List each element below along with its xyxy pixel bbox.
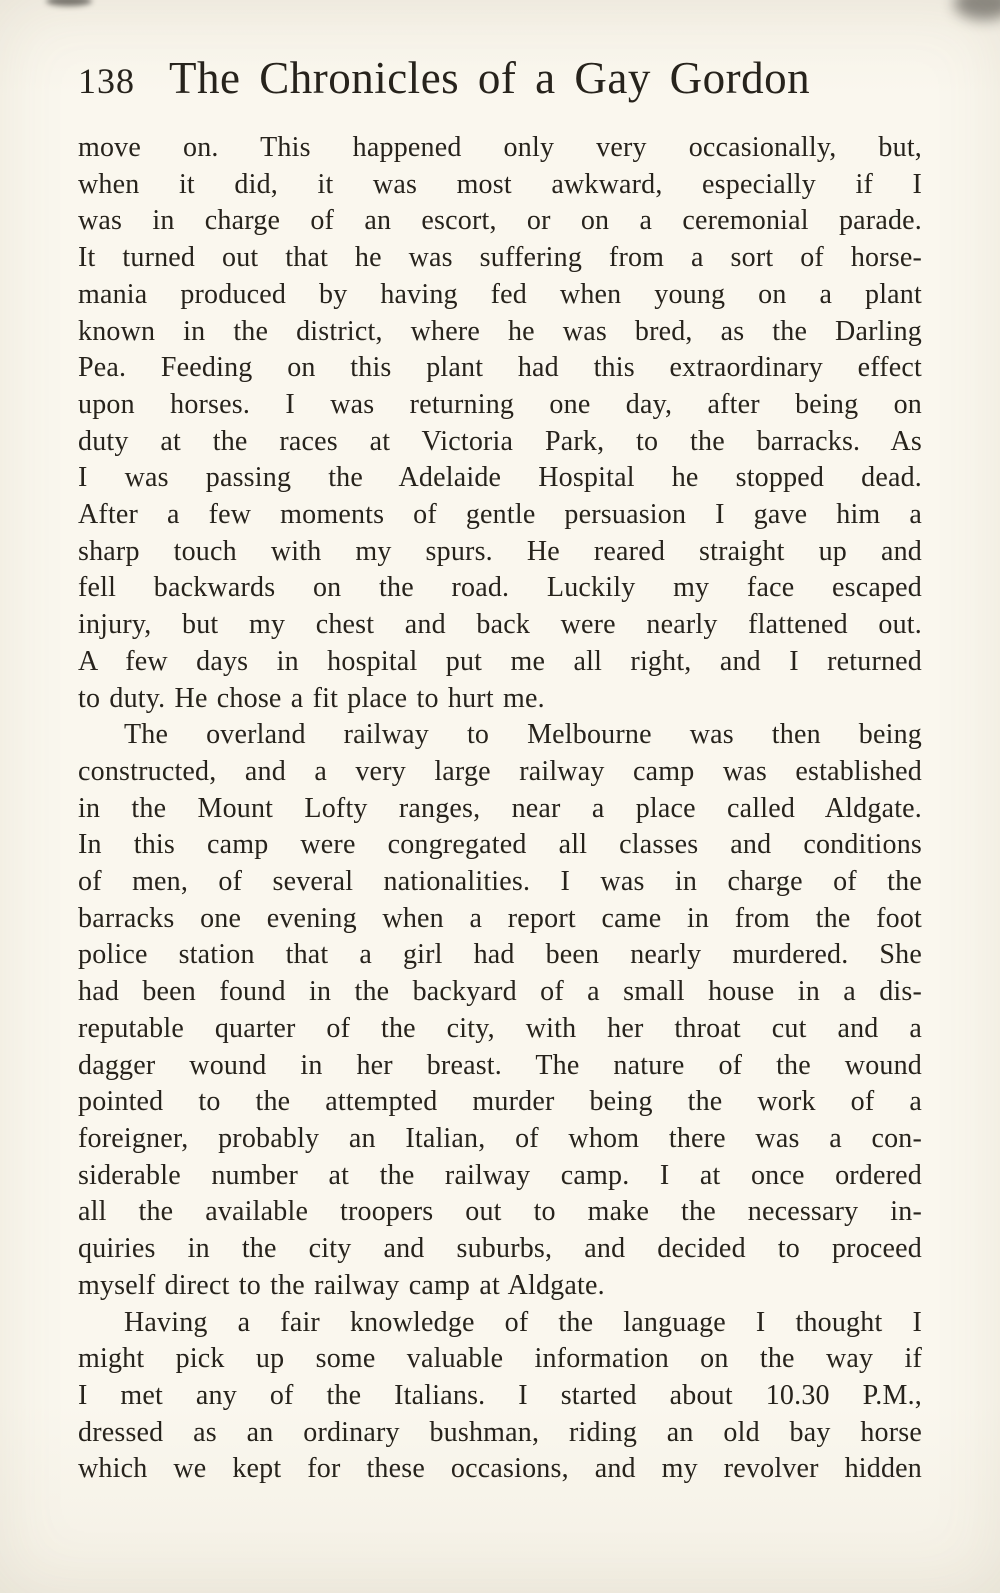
text-line: of men, of several nationalities. I was in charge of the <box>78 866 922 898</box>
text-line: dagger wound in her breast. The nature of the wound <box>78 1049 922 1081</box>
text-line: myself direct to the railway camp at Aldgate. <box>78 1269 605 1301</box>
text-line: Having a fair knowledge of the language I thought I <box>124 1306 922 1338</box>
text-line: I met any of the Italians. I started about 10.30 P.M., <box>78 1379 922 1411</box>
page-title: The Chronicles of a Gay Gordon <box>169 53 811 103</box>
text-line: siderable number at the railway camp. I at once ordered <box>78 1159 922 1191</box>
text-line: mania produced by having fed when young on a plant <box>78 278 922 310</box>
text-line: After a few moments of gentle persuasion I gave him a <box>78 499 922 531</box>
text-line: in the Mount Lofty ranges, near a place called Aldgate. <box>78 792 922 824</box>
text-line: might pick up some valuable information on the way if <box>78 1343 922 1375</box>
text-line: known in the district, where he was bred, as the Darling <box>78 315 922 347</box>
paragraph <box>78 1305 922 1489</box>
running-head <box>0 0 1000 104</box>
text-line: barracks one evening when a report came in from the foot <box>78 902 922 934</box>
text-line: which we kept for these occasions, and my revolver hidden <box>78 1453 922 1485</box>
text-line: reputable quarter of the city, with her throat cut and a <box>78 1012 922 1044</box>
text-line: had been found in the backyard of a small house in a dis- <box>78 976 922 1008</box>
paragraph <box>78 717 922 1304</box>
text-line: quiries in the city and suburbs, and decided to proceed <box>78 1233 922 1265</box>
paragraph <box>78 130 922 717</box>
text-line: police station that a girl had been nearly murdered. She <box>78 939 922 971</box>
text-line: move on. This happened only very occasionally, but, <box>78 132 922 163</box>
page-number: 138 <box>78 61 135 101</box>
text-block <box>0 104 1000 1488</box>
text-line: when it did, it was most awkward, especially if I <box>78 168 922 200</box>
text-line: foreigner, probably an Italian, of whom there was a con- <box>78 1122 922 1154</box>
text-line: sharp touch with my spurs. He reared straight up and <box>78 535 922 567</box>
text-line: In this camp were congregated all classes and conditions <box>78 829 922 861</box>
text-line: I was passing the Adelaide Hospital he stopped dead. <box>78 462 922 494</box>
text-line: upon horses. I was returning one day, after being on <box>78 388 922 420</box>
text-line: The overland railway to Melbourne was then being <box>124 719 922 751</box>
text-line: pointed to the attempted murder being the work of a <box>78 1086 922 1118</box>
text-line: A few days in hospital put me all right, and I returned <box>78 645 922 677</box>
text-line: to duty. He chose a fit place to hurt me. <box>78 682 545 714</box>
text-line: all the available troopers out to make the necessary in- <box>78 1196 922 1228</box>
text-line: fell backwards on the road. Luckily my face escaped <box>78 572 922 604</box>
text-line: was in charge of an escort, or on a ceremonial parade. <box>78 205 922 237</box>
text-line: Pea. Feeding on this plant had this extraordinary effect <box>78 352 922 384</box>
text-line: dressed as an ordinary bushman, riding an old bay horse <box>78 1416 922 1448</box>
text-line: constructed, and a very large railway camp was established <box>78 755 922 787</box>
text-line: injury, but my chest and back were nearly flattened out. <box>78 609 922 641</box>
text-line: duty at the races at Victoria Park, to the barracks. As <box>78 425 922 457</box>
text-line: It turned out that he was suffering from a sort of horse- <box>78 242 922 274</box>
